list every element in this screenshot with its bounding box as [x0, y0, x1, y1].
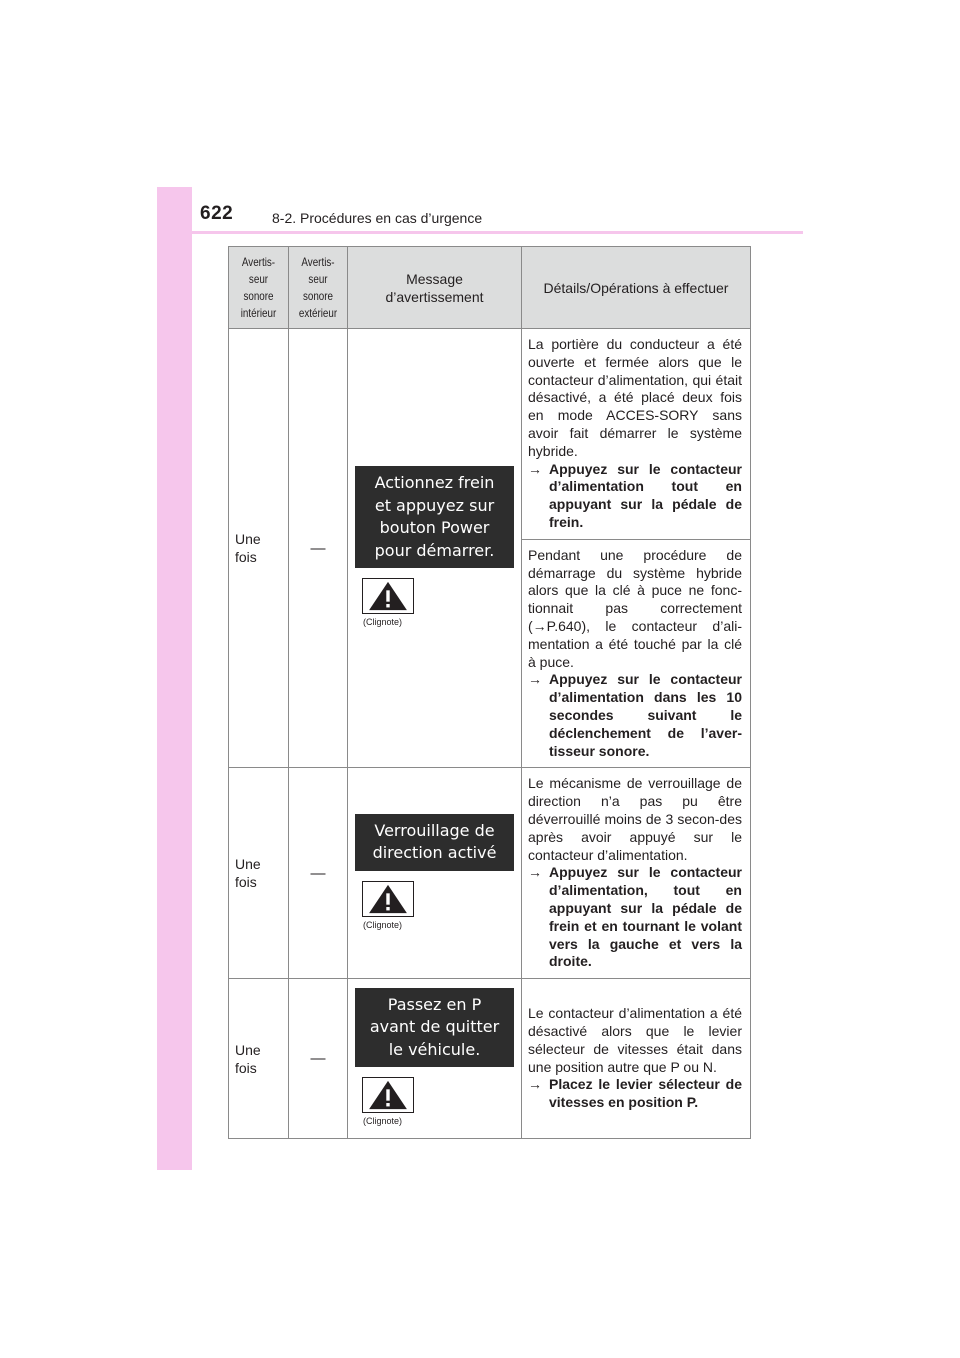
col-warning-message: Message d’avertissement: [348, 247, 522, 329]
warning-message-cell: [348, 768, 522, 979]
section-title: 8-2. Procédures en cas d’urgence: [272, 210, 483, 226]
detail-action: → Appuyez sur le contacteur d’alimentation dans les 10 secondes suivant le déclenchement de l’aver-tisseur sonore.: [528, 671, 742, 759]
col-exterior-buzzer: Avertis- seur sonore extérieur: [289, 247, 348, 329]
detail-action: → Appuyez sur le contacteur d’alimentation tout en appuyant sur la pédale de frein.: [528, 460, 742, 530]
exterior-buzzer-cell: —: [289, 979, 348, 1139]
warning-table: [228, 246, 751, 1139]
header-rule: [157, 231, 803, 234]
detail-text: Le mécanisme de verrouillage de direction n’a pas pu être déverrouillé moins de 3 secon-des après avoir appuyé sur le contacteur d’alimentation.: [528, 775, 742, 863]
interior-buzzer-cell: Une fois: [229, 329, 289, 768]
display-message-screen: Verrouillage de direction activé: [355, 814, 514, 871]
exterior-buzzer-cell: —: [289, 329, 348, 768]
details-cell: [522, 979, 751, 1139]
blink-label: (Clignote): [363, 617, 403, 628]
col-interior-buzzer: Avertis- seur sonore intérieur: [229, 247, 289, 329]
right-arrow-icon: →: [528, 460, 542, 477]
right-arrow-icon: →: [528, 864, 542, 881]
table-row: [229, 979, 751, 1139]
blink-label: (Clignote): [363, 1116, 403, 1127]
details-cell: [522, 329, 751, 540]
detail-action: → Placez le levier sélecteur de vitesses en position P.: [528, 1076, 742, 1111]
col-details: Détails/Opérations à effectuer: [522, 247, 751, 329]
warning-message-cell: [348, 979, 522, 1139]
interior-buzzer-cell: Une fois: [229, 768, 289, 979]
warning-triangle-icon: [362, 578, 414, 614]
table-row: [229, 329, 751, 540]
warning-message-cell: [348, 329, 522, 768]
table-header-row: [229, 247, 751, 329]
right-arrow-icon: →: [528, 1076, 542, 1093]
details-cell: [522, 539, 751, 768]
blink-label: (Clignote): [363, 919, 403, 930]
details-cell: [522, 768, 751, 979]
detail-text: Pendant une procédure de démarrage du système hybride alors que la clé à puce ne fonc-tionnait pas correctement (→P.640), le contacteur d’ali-mentation a été touché par la clé à puce.: [528, 546, 742, 670]
page-number: 622: [200, 203, 234, 224]
warning-triangle-icon: [362, 1077, 414, 1113]
detail-text: Le contacteur d’alimentation a été désactivé alors que le levier sélecteur de vitesses était dans une position autre que P ou N.: [528, 1005, 742, 1075]
detail-action: → Appuyez sur le contacteur d’alimentation, tout en appuyant sur la pédale de frein et en tournant le volant vers la gauche et vers la droite.: [528, 864, 742, 970]
warning-triangle-icon: [362, 881, 414, 917]
interior-buzzer-cell: Une fois: [229, 979, 289, 1139]
display-message-screen: Actionnez frein et appuyez sur bouton Power pour démarrer.: [355, 466, 514, 568]
detail-text: La portière du conducteur a été ouverte et fermée alors que le contacteur d’alimentation, qui était désactivé, a été placé deux fois en mode ACCES-SORY sans avoir fait démarrer le système hybride.: [528, 336, 742, 459]
display-message-screen: Passez en P avant de quitter le véhicule.: [355, 988, 514, 1068]
right-arrow-icon: →: [528, 671, 542, 688]
side-tab: [157, 187, 192, 1170]
table-row: [229, 768, 751, 979]
exterior-buzzer-cell: —: [289, 768, 348, 979]
